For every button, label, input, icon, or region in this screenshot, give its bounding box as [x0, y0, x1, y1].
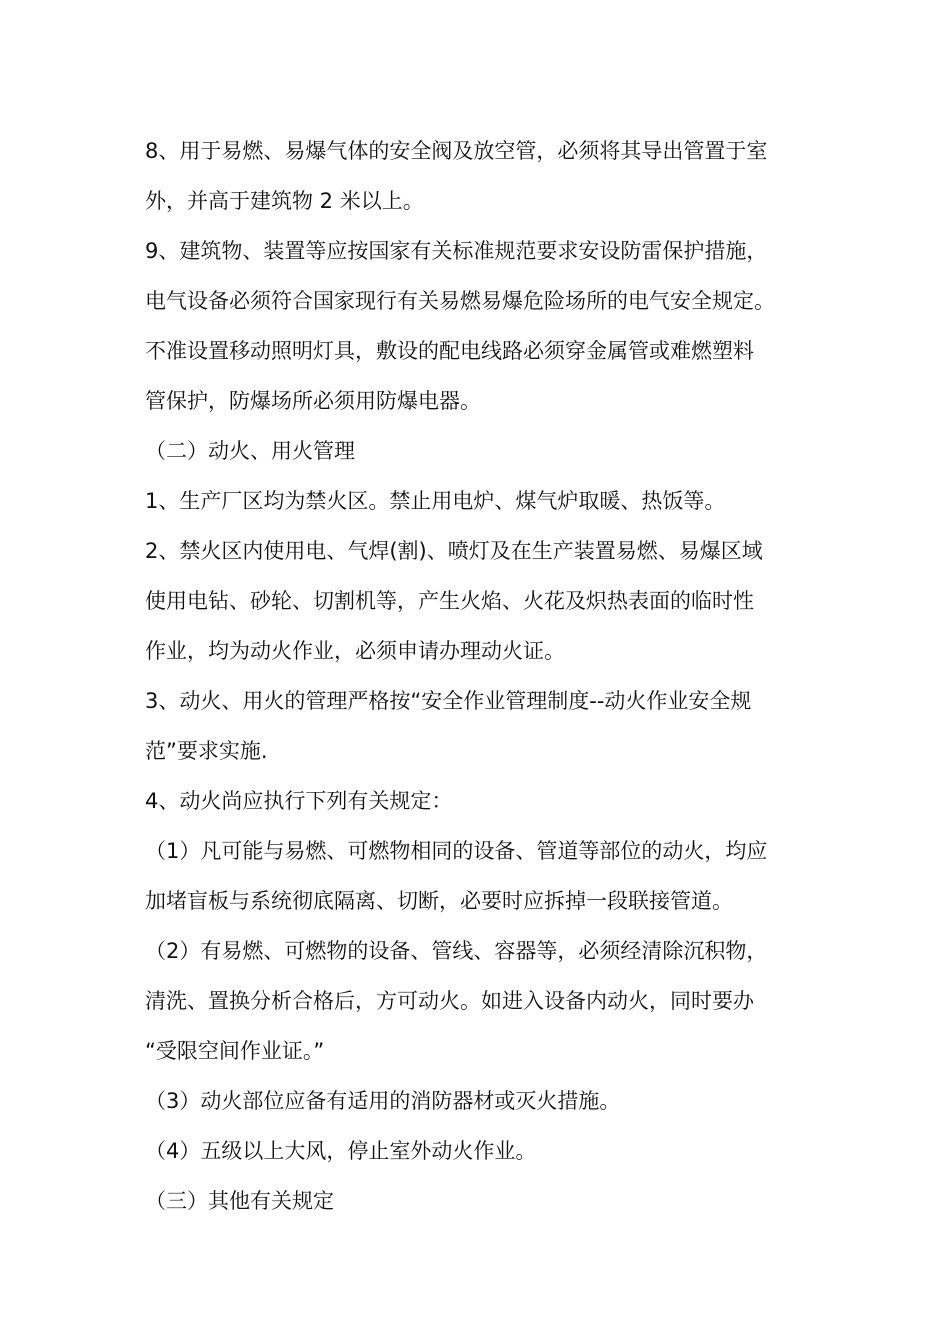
text-line-rule-9-part-2: 电气设备必须符合国家现行有关易燃易爆危险场所的电气安全规定。	[145, 289, 775, 313]
text-line-rule-9-part-3: 不准设置移动照明灯具，敷设的配电线路必须穿金属管或难燃塑料	[145, 339, 754, 363]
section-heading-other-rules: （三）其他有关规定	[145, 1189, 334, 1213]
text-line-rule-9-part-4: 管保护，防爆场所必须用防爆电器。	[145, 389, 481, 413]
text-line-subitem-2-part-2: 清洗、置换分析合格后，方可动火。如进入设备内动火，同时要办	[145, 989, 754, 1013]
text-line-subitem-3: （3）动火部位应备有适用的消防器材或灭火措施。	[145, 1089, 621, 1113]
section-heading-fire-use: （二）动火、用火管理	[145, 439, 355, 463]
text-line-item-2-part-2: 使用电钻、砂轮、切割机等，产生火焰、火花及炽热表面的临时性	[145, 589, 754, 613]
text-line-rule-9-part-1: 9、建筑物、装置等应按国家有关标准规范要求安设防雷保护措施，	[145, 239, 768, 263]
text-line-subitem-2-part-1: （2）有易燃、可燃物的设备、管线、容器等，必须经清除沉积物，	[145, 939, 768, 963]
text-line-item-3-part-2: 范”要求实施.	[145, 739, 268, 763]
text-line-item-1: 1、生产厂区均为禁火区。禁止用电炉、煤气炉取暖、热饭等。	[145, 489, 726, 513]
text-line-subitem-1-part-1: （1）凡可能与易燃、可燃物相同的设备、管道等部位的动火，均应	[145, 839, 768, 863]
text-line-subitem-1-part-2: 加堵盲板与系统彻底隔离、切断，必要时应拆掉一段联接管道。	[145, 889, 733, 913]
text-line-rule-8-part-1: 8、用于易燃、易爆气体的安全阀及放空管，必须将其导出管置于室	[145, 139, 768, 163]
text-line-item-4: 4、动火尚应执行下列有关规定：	[145, 789, 453, 813]
text-line-subitem-2-part-3: “受限空间作业证。”	[145, 1039, 325, 1063]
text-line-item-3-part-1: 3、动火、用火的管理严格按“安全作业管理制度--动火作业安全规	[145, 689, 752, 713]
text-line-subitem-4: （4）五级以上大风，停止室外动火作业。	[145, 1139, 537, 1163]
text-line-item-2-part-1: 2、禁火区内使用电、气焊(割)、喷灯及在生产装置易燃、易爆区域	[145, 539, 763, 563]
text-line-item-2-part-3: 作业，均为动火作业，必须申请办理动火证。	[145, 639, 565, 663]
text-line-rule-8-part-2: 外，并高于建筑物 2 米以上。	[145, 189, 424, 213]
